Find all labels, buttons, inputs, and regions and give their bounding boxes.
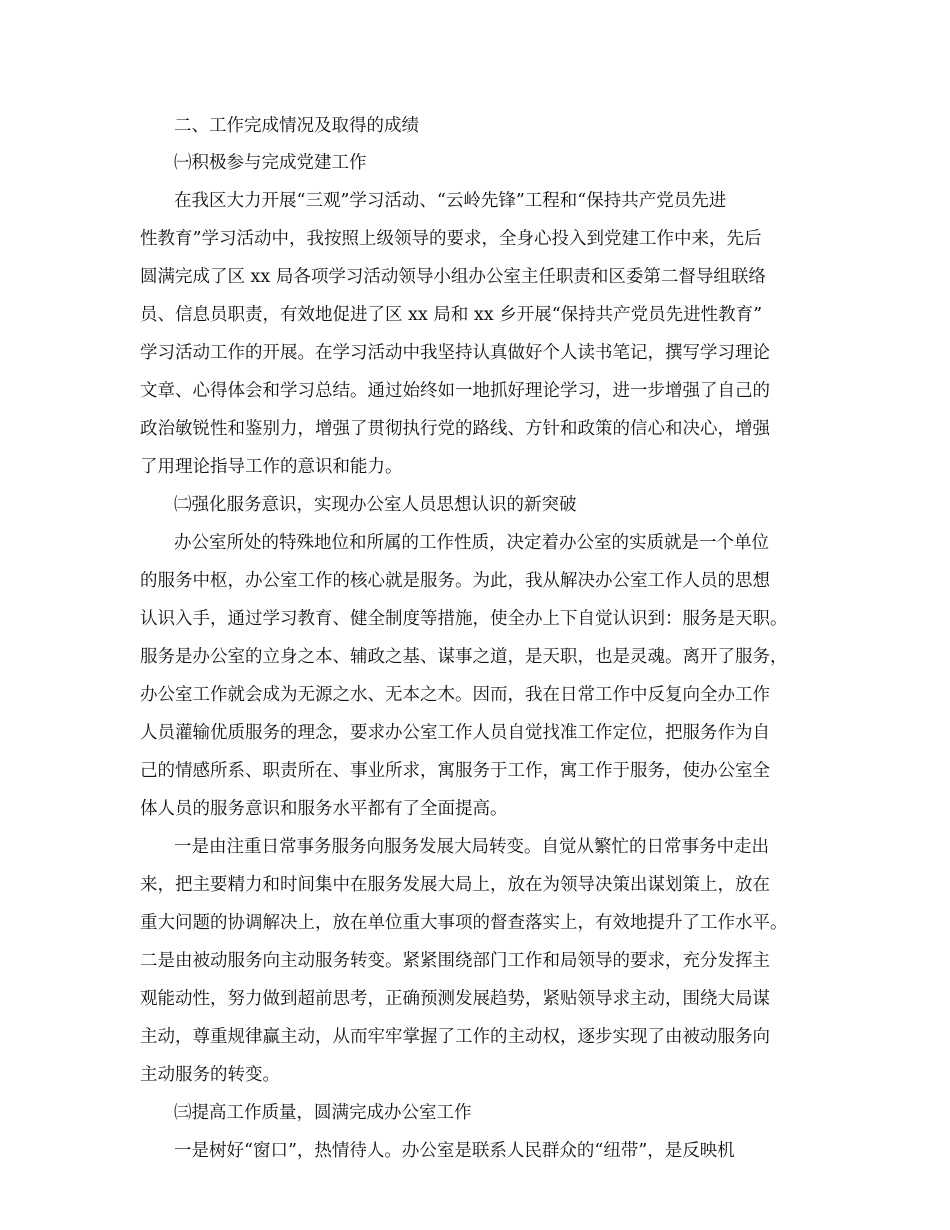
section-heading: 二、工作完成情况及取得的成绩 <box>174 116 419 136</box>
paragraph-line: 来，把主要精力和时间集中在服务发展大局上，放在为领导决策出谋划策上，放在 <box>140 875 770 895</box>
paragraph-line: 二是由被动服务向主动服务转变。紧紧围绕部门工作和局领导的要求，充分发挥主 <box>140 951 770 971</box>
subsection-heading-1: ㈠积极参与完成党建工作 <box>174 153 367 173</box>
paragraph-line: 重大问题的协调解决上，放在单位重大事项的督查落实上，有效地提升了工作水平。 <box>140 913 788 933</box>
paragraph-line: 服务是办公室的立身之本、辅政之基、谋事之道，是天职，也是灵魂。离开了服务， <box>140 647 788 667</box>
paragraph-line: 一是树好“窗口”，热情待人。办公室是联系人民群众的“纽带”，是反映机 <box>174 1141 735 1161</box>
paragraph-line: 文章、心得体会和学习总结。通过始终如一地抓好理论学习，进一步增强了自己的 <box>140 381 770 401</box>
paragraph-line: 一是由注重日常事务服务向服务发展大局转变。自觉从繁忙的日常事务中走出 <box>174 837 769 857</box>
paragraph-line: 人员灌输优质服务的理念，要求办公室工作人员自觉找准工作定位，把服务作为自 <box>140 723 770 743</box>
paragraph-line: 政治敏锐性和鉴别力，增强了贯彻执行党的路线、方针和政策的信心和决心，增强 <box>140 419 770 439</box>
paragraph-line: 办公室工作就会成为无源之水、无本之木。因而，我在日常工作中反复向全办工作 <box>140 685 770 705</box>
paragraph-line: 性教育”学习活动中，我按照上级领导的要求，全身心投入到党建工作中来，先后 <box>140 229 762 249</box>
paragraph-line: 在我区大力开展“三观”学习活动、“云岭先锋”工程和“保持共产党员先进 <box>174 191 727 211</box>
paragraph-line: 主动服务的转变。 <box>140 1065 280 1085</box>
paragraph-line: 主动，尊重规律赢主动，从而牢牢掌握了工作的主动权，逐步实现了由被动服务向 <box>140 1027 770 1047</box>
paragraph-line: 的服务中枢，办公室工作的核心就是服务。为此，我从解决办公室工作人员的思想 <box>140 571 770 591</box>
paragraph-line: 圆满完成了区 xx 局各项学习活动领导小组办公室主任职责和区委第二督导组联络 <box>140 267 766 287</box>
paragraph-line: 观能动性，努力做到超前思考，正确预测发展趋势，紧贴领导求主动，围绕大局谋 <box>140 989 770 1009</box>
subsection-heading-2: ㈡强化服务意识，实现办公室人员思想认识的新突破 <box>174 495 577 515</box>
paragraph-line: 体人员的服务意识和服务水平都有了全面提高。 <box>140 799 508 819</box>
subsection-heading-3: ㈢提高工作质量，圆满完成办公室工作 <box>174 1103 472 1123</box>
paragraph-line: 员、信息员职责，有效地促进了区 xx 局和 xx 乡开展“保持共产党员先进性教育” <box>140 305 763 325</box>
paragraph-line: 了用理论指导工作的意识和能力。 <box>140 457 403 477</box>
paragraph-line: 办公室所处的特殊地位和所属的工作性质，决定着办公室的实质就是一个单位 <box>174 533 769 553</box>
paragraph-line: 学习活动工作的开展。在学习活动中我坚持认真做好个人读书笔记，撰写学习理论 <box>140 343 770 363</box>
paragraph-line: 己的情感所系、职责所在、事业所求，寓服务于工作，寓工作于服务，使办公室全 <box>140 761 770 781</box>
paragraph-line: 认识入手，通过学习教育、健全制度等措施，使全办上下自觉认识到：服务是天职。 <box>140 609 788 629</box>
